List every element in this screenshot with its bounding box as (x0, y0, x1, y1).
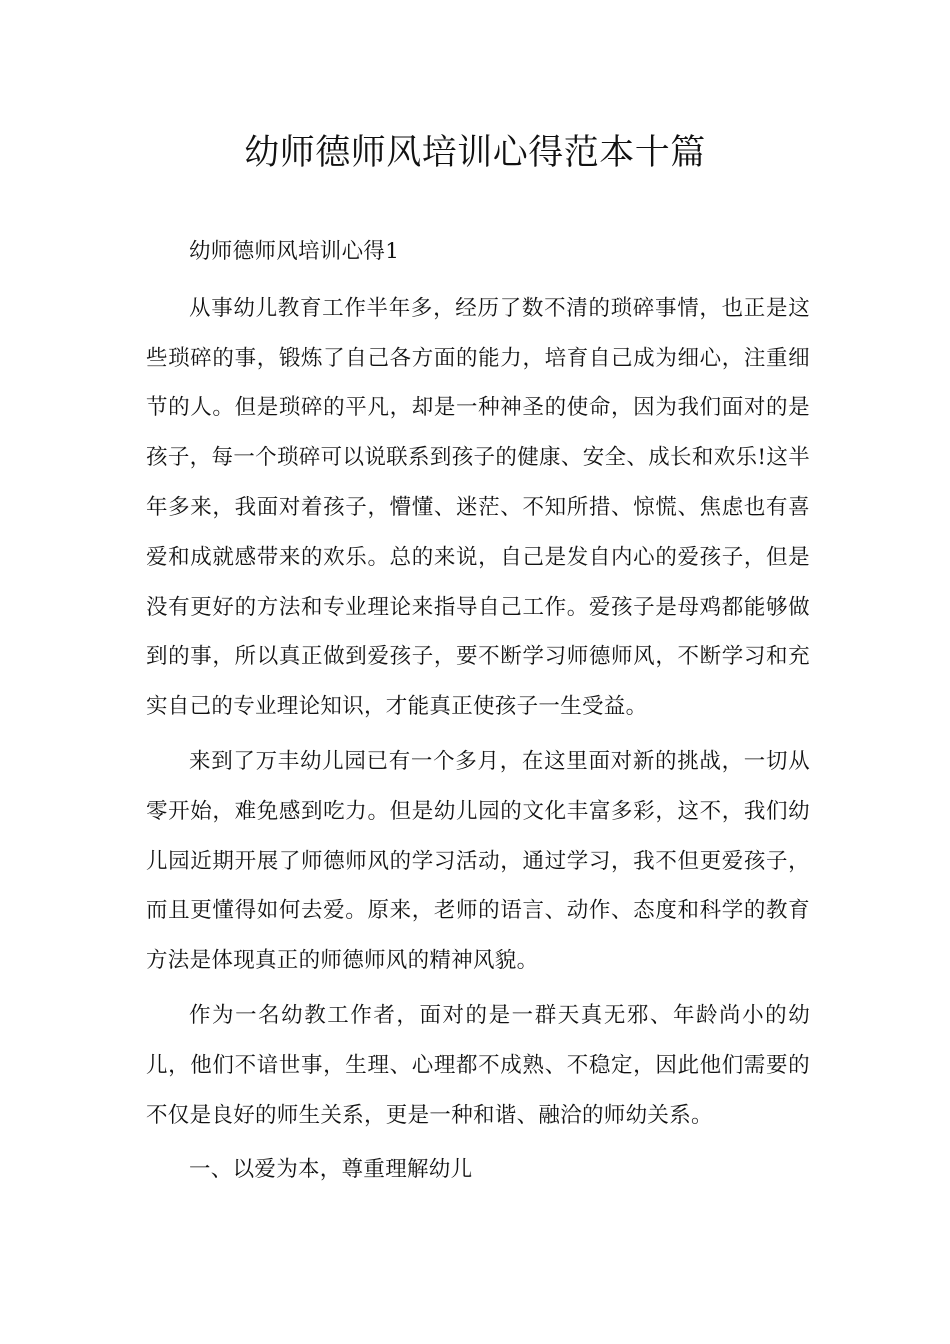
subsection-heading: 一、以爱为本，尊重理解幼儿 (189, 1157, 473, 1183)
paragraph: 从事幼儿教育工作半年多，经历了数不清的琐碎事情，也正是这些琐碎的事，锻炼了自己各方面的能力，培育自己成为细心，注重细节的人。但是琐碎的平凡，却是一种神圣的使命，因为我们面对的是孩子，每一个琐碎可以说联系到孩子的健康、安全、成长和欢乐!这半年多来，我面对着孩子，懵懂、迷茫、不知所措、惊慌、焦虑也有喜爱和成就感带来的欢乐。总的来说，自己是发自内心的爱孩子，但是没有更好的方法和专业理论来指导自己工作。爱孩子是母鸡都能够做到的事，所以真正做到爱孩子，要不断学习师德师风，不断学习和充实自己的专业理论知识，才能真正使孩子一生受益。 (146, 295, 810, 720)
document-title: 幼师德师风培训心得范本十篇 (244, 133, 706, 173)
paragraph: 作为一名幼教工作者，面对的是一群天真无邪、年龄尚小的幼儿，他们不谙世事，生理、心理都不成熟、不稳定，因此他们需要的不仅是良好的师生关系，更是一种和谐、融洽的师幼关系。 (146, 1002, 810, 1128)
document-body (146, 227, 810, 1200)
section-heading: 幼师德师风培训心得1 (189, 239, 400, 264)
paragraph: 来到了万丰幼儿园已有一个多月，在这里面对新的挑战，一切从零开始，难免感到吃力。但是幼儿园的文化丰富多彩，这不，我们幼儿园近期开展了师德师风的学习活动，通过学习，我不但更爱孩子，而且更懂得如何去爱。原来，老师的语言、动作、态度和科学的教育方法是体现真正的师德师风的精神风貌。 (146, 748, 810, 974)
